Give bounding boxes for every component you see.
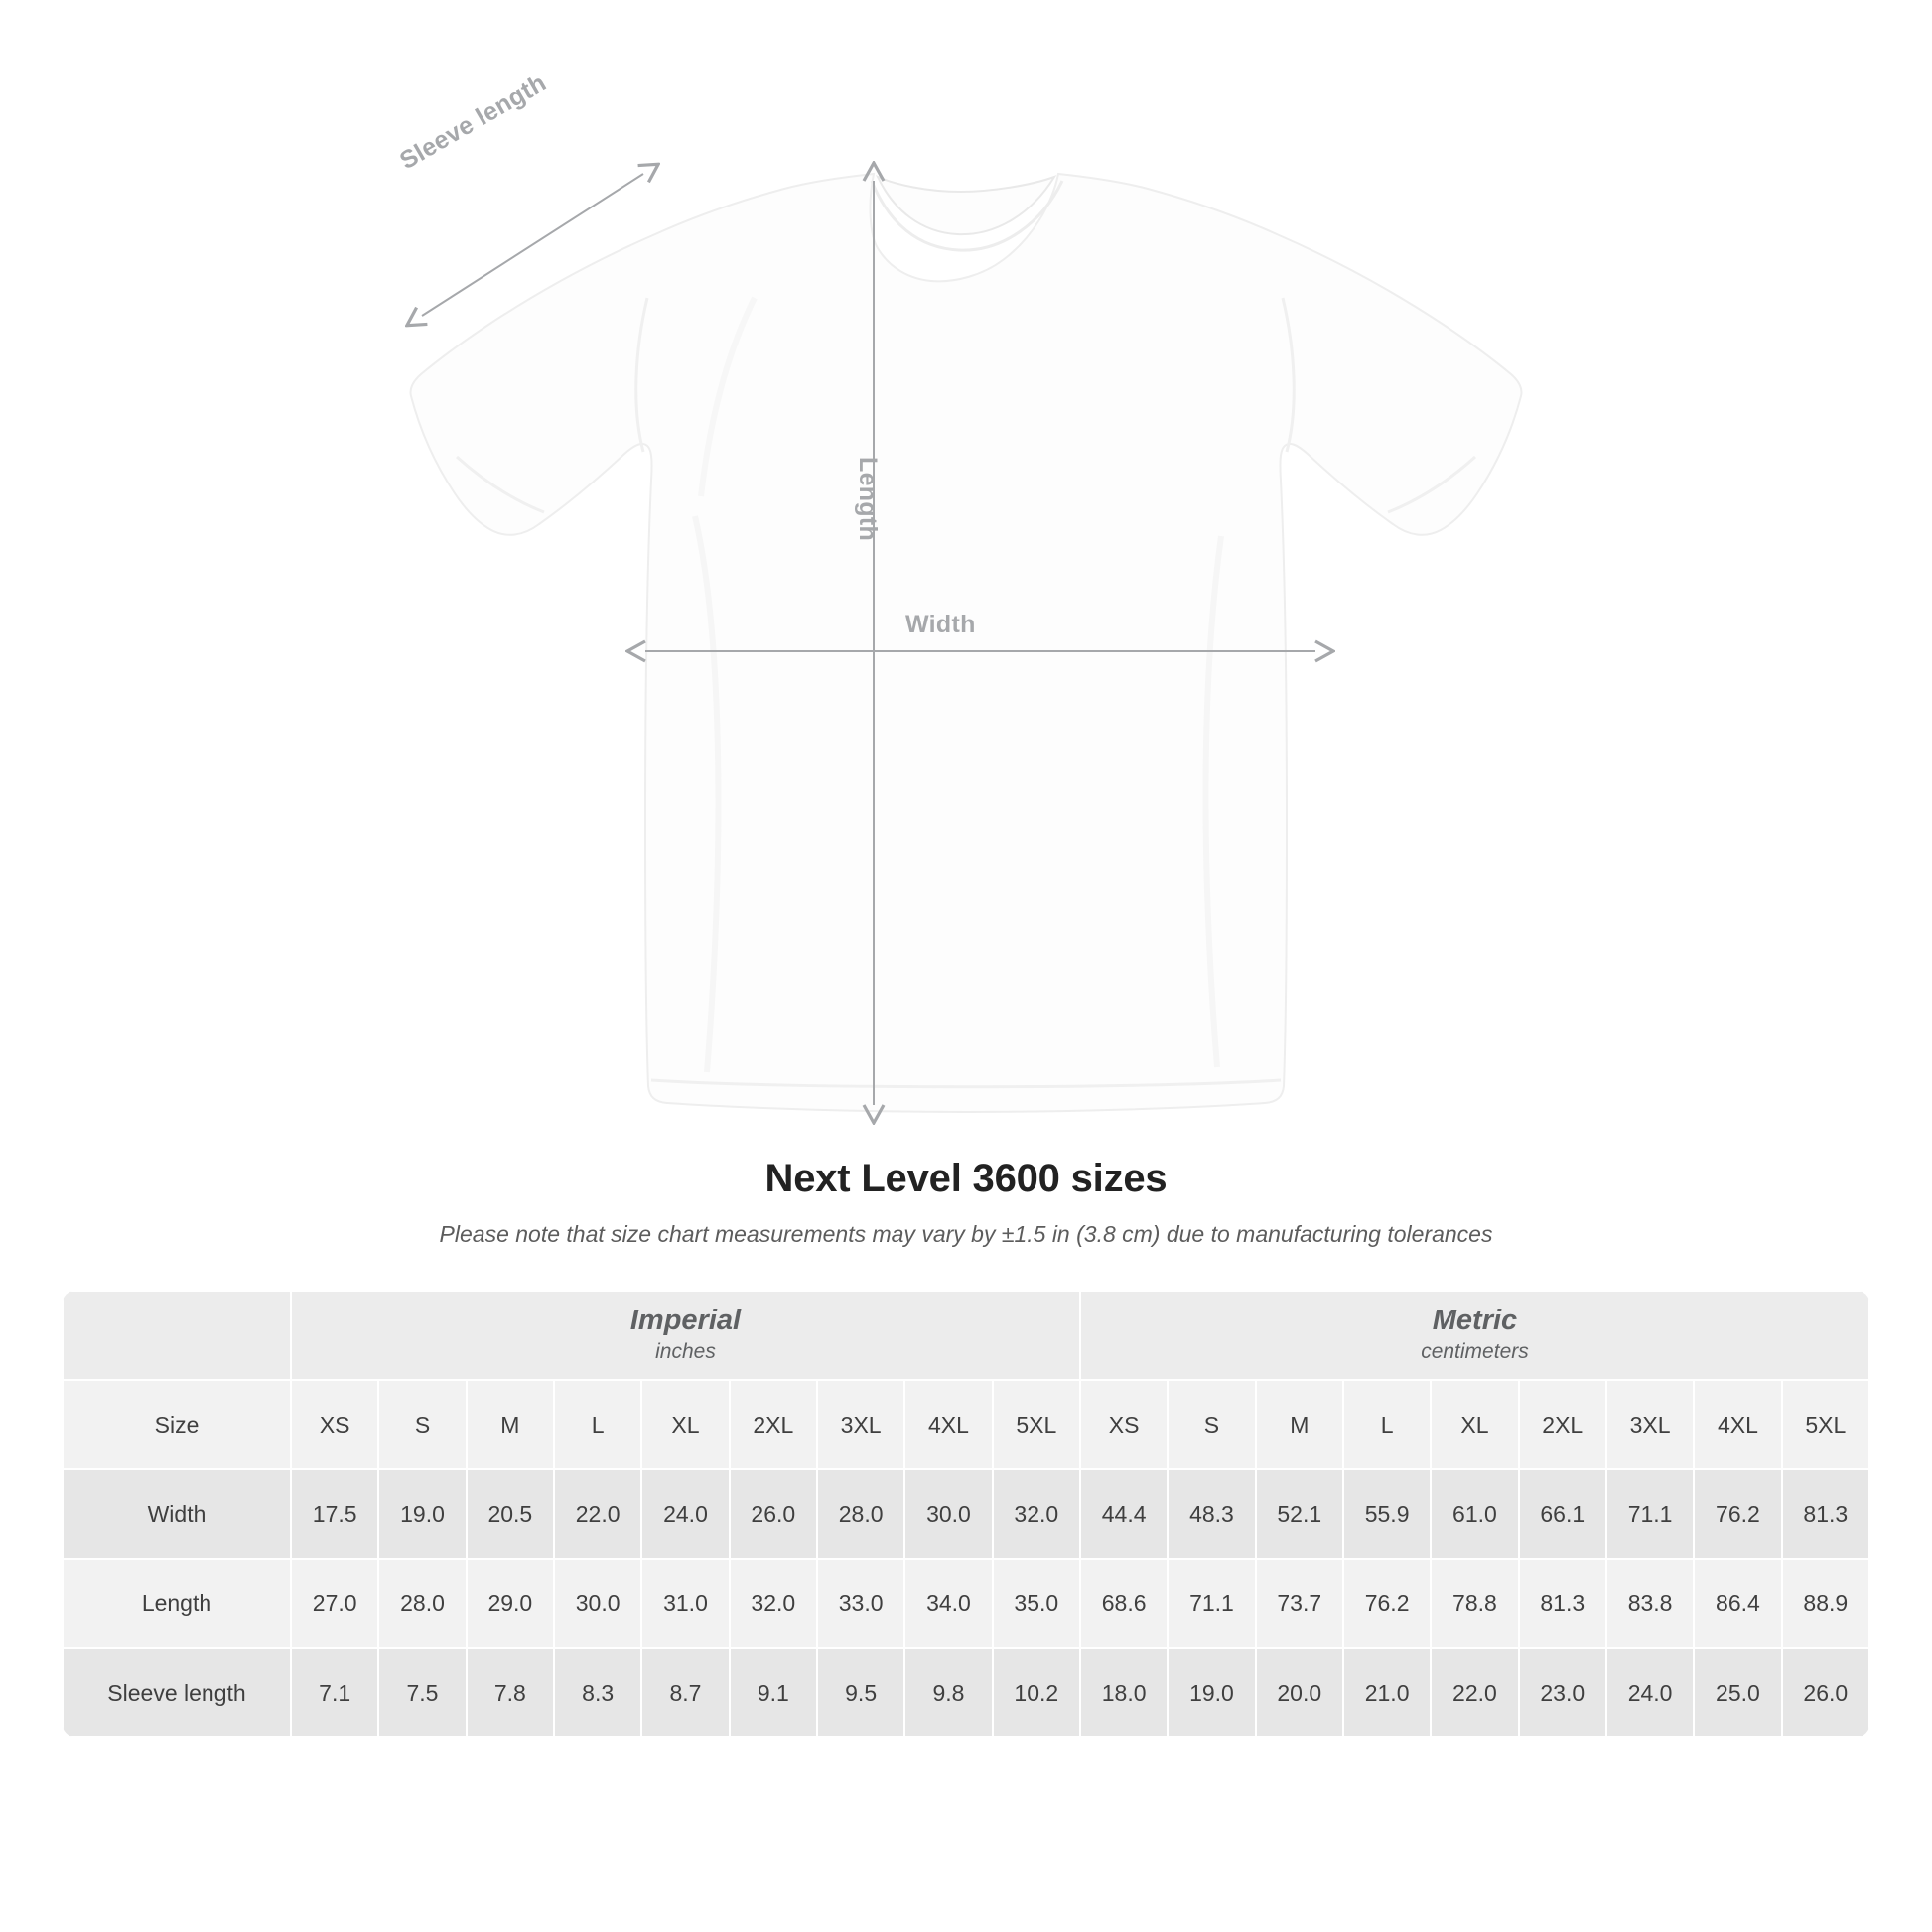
table-corner: [63, 1291, 291, 1380]
cell-width-metric-5xl: 81.3: [1782, 1469, 1869, 1559]
cell-width-metric-xl: 61.0: [1431, 1469, 1518, 1559]
cell-width-imperial-2xl: 26.0: [730, 1469, 817, 1559]
size-row-label: Size: [63, 1380, 291, 1469]
cell-width-imperial-l: 22.0: [554, 1469, 641, 1559]
cell-sleeve-imperial-s: 7.5: [378, 1648, 466, 1737]
cell-width-imperial-xl: 24.0: [641, 1469, 729, 1559]
cell-sleeve-imperial-5xl: 10.2: [993, 1648, 1080, 1737]
cell-sleeve-metric-5xl: 26.0: [1782, 1648, 1869, 1737]
cell-sleeve-imperial-m: 7.8: [467, 1648, 554, 1737]
cell-width-metric-3xl: 71.1: [1606, 1469, 1694, 1559]
cell-sleeve-metric-xl: 22.0: [1431, 1648, 1518, 1737]
size-header-metric-xs: XS: [1080, 1380, 1168, 1469]
size-header-metric-4xl: 4XL: [1694, 1380, 1781, 1469]
size-header-imperial-xl: XL: [641, 1380, 729, 1469]
size-header-imperial-xs: XS: [291, 1380, 378, 1469]
unit-header-row: [63, 1291, 1869, 1380]
cell-length-imperial-2xl: 32.0: [730, 1559, 817, 1648]
cell-width-imperial-3xl: 28.0: [817, 1469, 904, 1559]
cell-length-imperial-4xl: 34.0: [904, 1559, 992, 1648]
cell-width-metric-l: 55.9: [1343, 1469, 1431, 1559]
cell-sleeve-metric-l: 21.0: [1343, 1648, 1431, 1737]
cell-length-metric-xs: 68.6: [1080, 1559, 1168, 1648]
cell-sleeve-imperial-xl: 8.7: [641, 1648, 729, 1737]
unit-name-metric: Metric: [1432, 1304, 1518, 1336]
cell-sleeve-metric-4xl: 25.0: [1694, 1648, 1781, 1737]
cell-sleeve-metric-s: 19.0: [1168, 1648, 1255, 1737]
cell-sleeve-metric-2xl: 23.0: [1519, 1648, 1606, 1737]
cell-width-imperial-4xl: 30.0: [904, 1469, 992, 1559]
cell-length-metric-l: 76.2: [1343, 1559, 1431, 1648]
row-label-sleeve-length: Sleeve length: [63, 1648, 291, 1737]
cell-length-metric-m: 73.7: [1256, 1559, 1343, 1648]
size-header-imperial-5xl: 5XL: [993, 1380, 1080, 1469]
size-header-row: [63, 1380, 1869, 1469]
tolerance-note: Please note that size chart measurements may vary by ±1.5 in (3.8 cm) due to manufacturing tolerances: [439, 1221, 1493, 1247]
cell-sleeve-imperial-2xl: 9.1: [730, 1648, 817, 1737]
cell-width-metric-2xl: 66.1: [1519, 1469, 1606, 1559]
size-header-metric-xl: XL: [1431, 1380, 1518, 1469]
unit-sub-imperial: inches: [655, 1339, 716, 1363]
table-row: [63, 1648, 1869, 1737]
cell-length-metric-2xl: 81.3: [1519, 1559, 1606, 1648]
cell-length-imperial-3xl: 33.0: [817, 1559, 904, 1648]
row-label-width: Width: [63, 1469, 291, 1559]
cell-length-imperial-xl: 31.0: [641, 1559, 729, 1648]
cell-width-imperial-s: 19.0: [378, 1469, 466, 1559]
width-label: Width: [905, 611, 976, 638]
unit-header-metric: [1080, 1291, 1869, 1380]
cell-width-imperial-m: 20.5: [467, 1469, 554, 1559]
cell-width-imperial-xs: 17.5: [291, 1469, 378, 1559]
size-header-metric-2xl: 2XL: [1519, 1380, 1606, 1469]
page-title: Next Level 3600 sizes: [764, 1157, 1168, 1200]
cell-width-metric-xs: 44.4: [1080, 1469, 1168, 1559]
cell-length-metric-5xl: 88.9: [1782, 1559, 1869, 1648]
length-label: Length: [854, 457, 882, 542]
cell-length-metric-3xl: 83.8: [1606, 1559, 1694, 1648]
size-header-metric-5xl: 5XL: [1782, 1380, 1869, 1469]
size-header-imperial-s: S: [378, 1380, 466, 1469]
unit-name-imperial: Imperial: [629, 1304, 742, 1336]
cell-sleeve-metric-xs: 18.0: [1080, 1648, 1168, 1737]
cell-length-metric-s: 71.1: [1168, 1559, 1255, 1648]
table-row: [63, 1469, 1869, 1559]
size-header-imperial-l: L: [554, 1380, 641, 1469]
cell-length-imperial-m: 29.0: [467, 1559, 554, 1648]
cell-sleeve-metric-m: 20.0: [1256, 1648, 1343, 1737]
size-header-metric-l: L: [1343, 1380, 1431, 1469]
cell-width-metric-s: 48.3: [1168, 1469, 1255, 1559]
table-row: [63, 1559, 1869, 1648]
size-header-imperial-4xl: 4XL: [904, 1380, 992, 1469]
cell-sleeve-metric-3xl: 24.0: [1606, 1648, 1694, 1737]
tshirt-shape: [410, 174, 1521, 1112]
cell-sleeve-imperial-xs: 7.1: [291, 1648, 378, 1737]
size-header-metric-3xl: 3XL: [1606, 1380, 1694, 1469]
cell-width-metric-m: 52.1: [1256, 1469, 1343, 1559]
cell-length-imperial-s: 28.0: [378, 1559, 466, 1648]
cell-sleeve-imperial-3xl: 9.5: [817, 1648, 904, 1737]
cell-width-imperial-5xl: 32.0: [993, 1469, 1080, 1559]
size-header-metric-s: S: [1168, 1380, 1255, 1469]
size-table-wrapper: [62, 1290, 1870, 1738]
cell-sleeve-imperial-l: 8.3: [554, 1648, 641, 1737]
cell-length-imperial-xs: 27.0: [291, 1559, 378, 1648]
row-label-length: Length: [63, 1559, 291, 1648]
cell-length-metric-4xl: 86.4: [1694, 1559, 1781, 1648]
size-header-imperial-2xl: 2XL: [730, 1380, 817, 1469]
cell-length-metric-xl: 78.8: [1431, 1559, 1518, 1648]
sleeve-length-label: Sleeve length: [395, 69, 551, 176]
unit-sub-metric: centimeters: [1421, 1339, 1529, 1363]
size-header-imperial-3xl: 3XL: [817, 1380, 904, 1469]
cell-length-imperial-5xl: 35.0: [993, 1559, 1080, 1648]
size-header-imperial-m: M: [467, 1380, 554, 1469]
size-table: [62, 1290, 1870, 1738]
cell-sleeve-imperial-4xl: 9.8: [904, 1648, 992, 1737]
cell-width-metric-4xl: 76.2: [1694, 1469, 1781, 1559]
cell-length-imperial-l: 30.0: [554, 1559, 641, 1648]
title-block: [0, 1157, 1932, 1248]
unit-header-imperial: [291, 1291, 1080, 1380]
size-header-metric-m: M: [1256, 1380, 1343, 1469]
